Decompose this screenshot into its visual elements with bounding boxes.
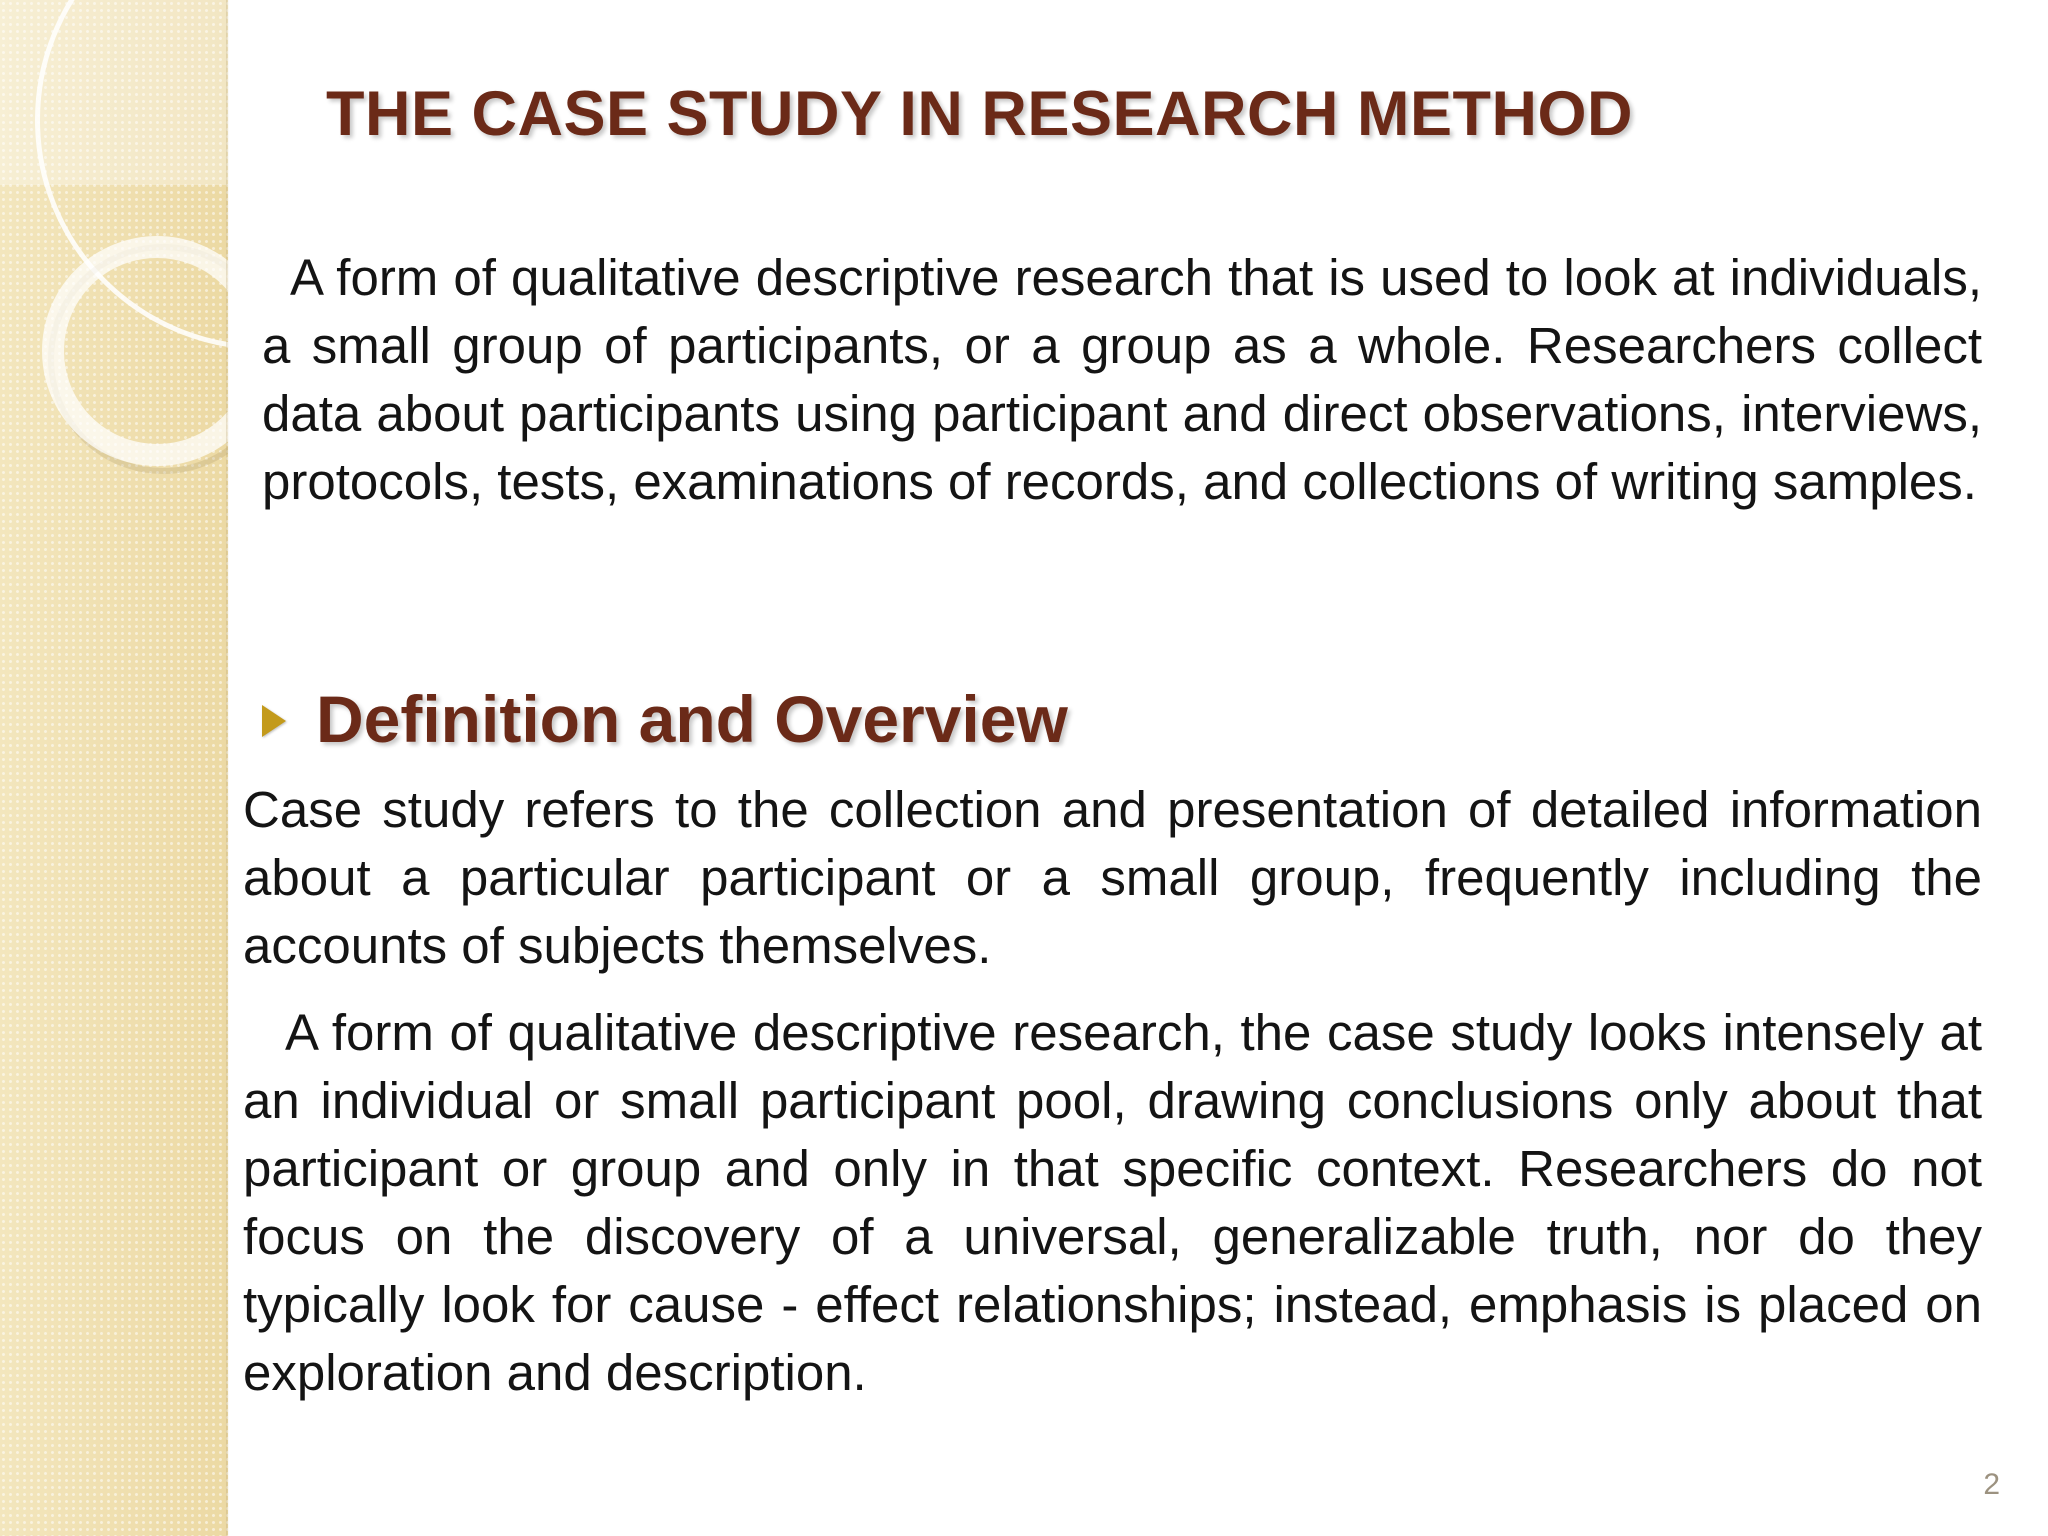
intro-paragraph: A form of qualitative descriptive research that is used to look at individuals, a small group of participants, or a group as a whole. Researchers collect data about participants using participant and direct observations, interviews, protocols, tests, examinations of records, and collections of writing samples. — [262, 249, 1982, 510]
arrow-right-icon — [262, 705, 286, 737]
slide-title: THE CASE STUDY IN RESEARCH METHOD — [326, 79, 1633, 149]
section-heading — [262, 674, 1068, 764]
definition-paragraph: Case study refers to the collection and presentation of detailed information about a particular participant or a small group, frequently including the accounts of subjects themselves. — [243, 781, 1982, 974]
section-heading-text: Definition and Overview — [316, 682, 1068, 756]
page-number: 2 — [1983, 1468, 2000, 1501]
overview-paragraph: A form of qualitative descriptive research, the case study looks intensely at an individual or small participant pool, drawing conclusions only about that participant or group and only in that specific context. Researchers do not focus on the discovery of a universal, generalizable truth, nor do they typically look for cause - effect relationships; instead, emphasis is placed on exploration and description. — [243, 1004, 1982, 1401]
